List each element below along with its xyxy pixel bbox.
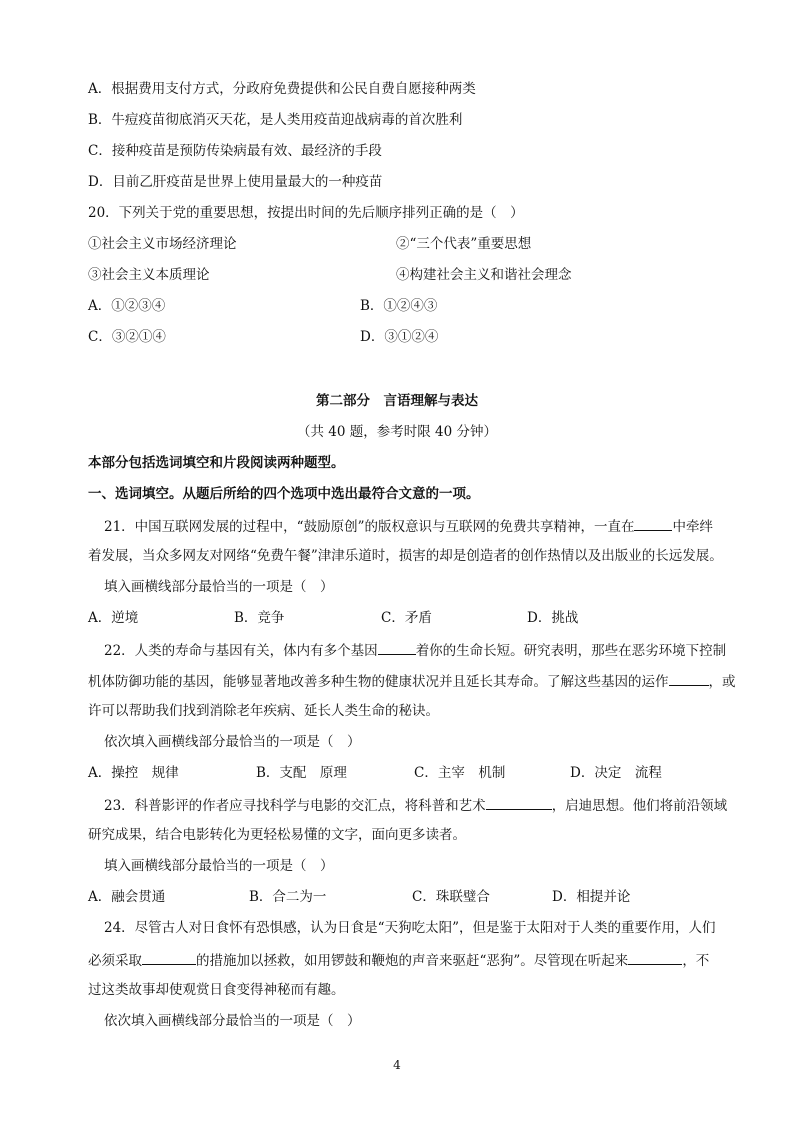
q24-prompt: 依次填入画横线部分最恰当的一项是（ ） [104,1013,361,1029]
q23-prompt: 填入画横线部分最恰当的一项是（ ） [104,858,334,874]
section-title: 第二部分 言语理解与表达 [316,393,478,409]
q21-option-b: B．竞争 [234,610,285,626]
part1-instruction: 一、选词填空。从题后所给的四个选项中选出最符合文意的一项。 [88,486,480,502]
q21-option-a: A．逆境 [88,610,139,626]
q23-line-2: 研究成果，结合电影转化为更轻松易懂的文字，面向更多读者。 [88,827,466,843]
q23-text-a: 23．科普影评的作者应寻找科学与电影的交汇点，将科普和艺术 [104,798,486,814]
q20-item-4: ④构建社会主义和谐社会理念 [396,267,572,283]
q21-line-2: 着发展，当众多网友对网络“免费午餐”津津乐道时，损害的却是创造者的创作热情以及出版业的长远发展。 [88,548,723,564]
q24-line-1: 24．尽管古人对日食怀有恐惧感，认为日食是“天狗吃太阳”，但是鉴于太阳对于人类的重要作用，人们 [104,920,716,936]
q22-option-b: B．支配 原理 [256,765,347,781]
q23-option-c: C．珠联璧合 [412,889,490,905]
q20-option-b: B．①②④③ [360,298,438,314]
q23-option-d: D．相提并论 [552,889,631,905]
q19-option-b: B．牛痘疫苗彻底消灭天花，是人类用疫苗迎战病毒的首次胜利 [88,112,463,128]
q24-line-2 [88,950,709,970]
q20-option-a: A．①②③④ [88,298,166,314]
q23-option-a: A．融会贯通 [88,889,166,905]
section-subtitle: （共 40 题，参考时限 40 分钟） [296,424,498,440]
q22-line-2 [88,671,736,691]
q24-line-3: 过这类故事却使观赏日食变得神秘而有趣。 [88,982,345,998]
q24-text-c: ，不 [682,953,710,969]
q21-text-a: 21．中国互联网发展的过程中，“鼓励原创”的版权意识与互联网的免费共享精神，一直在 [104,519,635,535]
q22-line-3: 许可以帮助我们找到消除老年疾病、延长人类生命的秘诀。 [88,703,439,719]
q19-option-a: A．根据费用支付方式，分政府免费提供和公民自费自愿接种两类 [88,81,476,97]
q22-text-c: 机体防御功能的基因，能够显著地改善多种生物的健康状况并且延长其寿命。了解这些基因的运作 [88,674,669,690]
q22-blank-2 [669,671,709,686]
q22-text-a: 22．人类的寿命与基因有关，体内有多个基因 [104,643,378,659]
section-intro: 本部分包括选词填空和片段阅读两种题型。 [88,455,345,471]
q21-option-c: C．矛盾 [381,610,432,626]
q19-option-d: D．目前乙肝疫苗是世界上使用量最大的一种疫苗 [88,174,383,190]
q22-prompt: 依次填入画横线部分最恰当的一项是（ ） [104,734,361,750]
q20-option-c: C．③②①④ [88,329,166,345]
q24-text-b: 的措施加以拯救，如用锣鼓和鞭炮的声音来驱赶“恶狗”。尽管现在听起来 [196,953,629,969]
q21-option-d: D．挑战 [527,610,579,626]
q23-text-b: ，启迪思想。他们将前沿领域 [551,798,728,814]
q20-stem: 20．下列关于党的重要思想，按提出时间的先后顺序排列正确的是（ ） [88,205,524,221]
q20-option-d: D．③①②④ [360,329,439,345]
page-number: 4 [393,1058,401,1072]
q24-blank-1 [142,950,196,965]
q21-line-1 [104,516,713,536]
q22-text-d: ，或 [708,674,736,690]
q23-blank [486,795,552,810]
q24-blank-2 [628,950,682,965]
q22-option-c: C．主宰 机制 [414,765,506,781]
q21-text-b: 中牵绊 [672,519,713,535]
q20-item-3: ③社会主义本质理论 [88,267,210,283]
q20-item-1: ①社会主义市场经济理论 [88,236,237,252]
q20-item-2: ②“三个代表”重要思想 [396,236,532,252]
q19-option-c: C．接种疫苗是预防传染病最有效、最经济的手段 [88,143,382,159]
q22-text-b: 着你的生命长短。研究表明，那些在恶劣环境下控制 [415,643,727,659]
q22-option-d: D．决定 流程 [570,765,662,781]
q23-option-b: B．合二为一 [249,889,327,905]
q22-option-a: A．操控 规律 [88,765,179,781]
q23-line-1 [104,795,727,815]
q24-text-a: 必须采取 [88,953,142,969]
q21-prompt: 填入画横线部分最恰当的一项是（ ） [104,579,334,595]
q22-blank-1 [378,640,416,655]
q22-line-1 [104,640,726,660]
q21-blank [634,516,672,531]
